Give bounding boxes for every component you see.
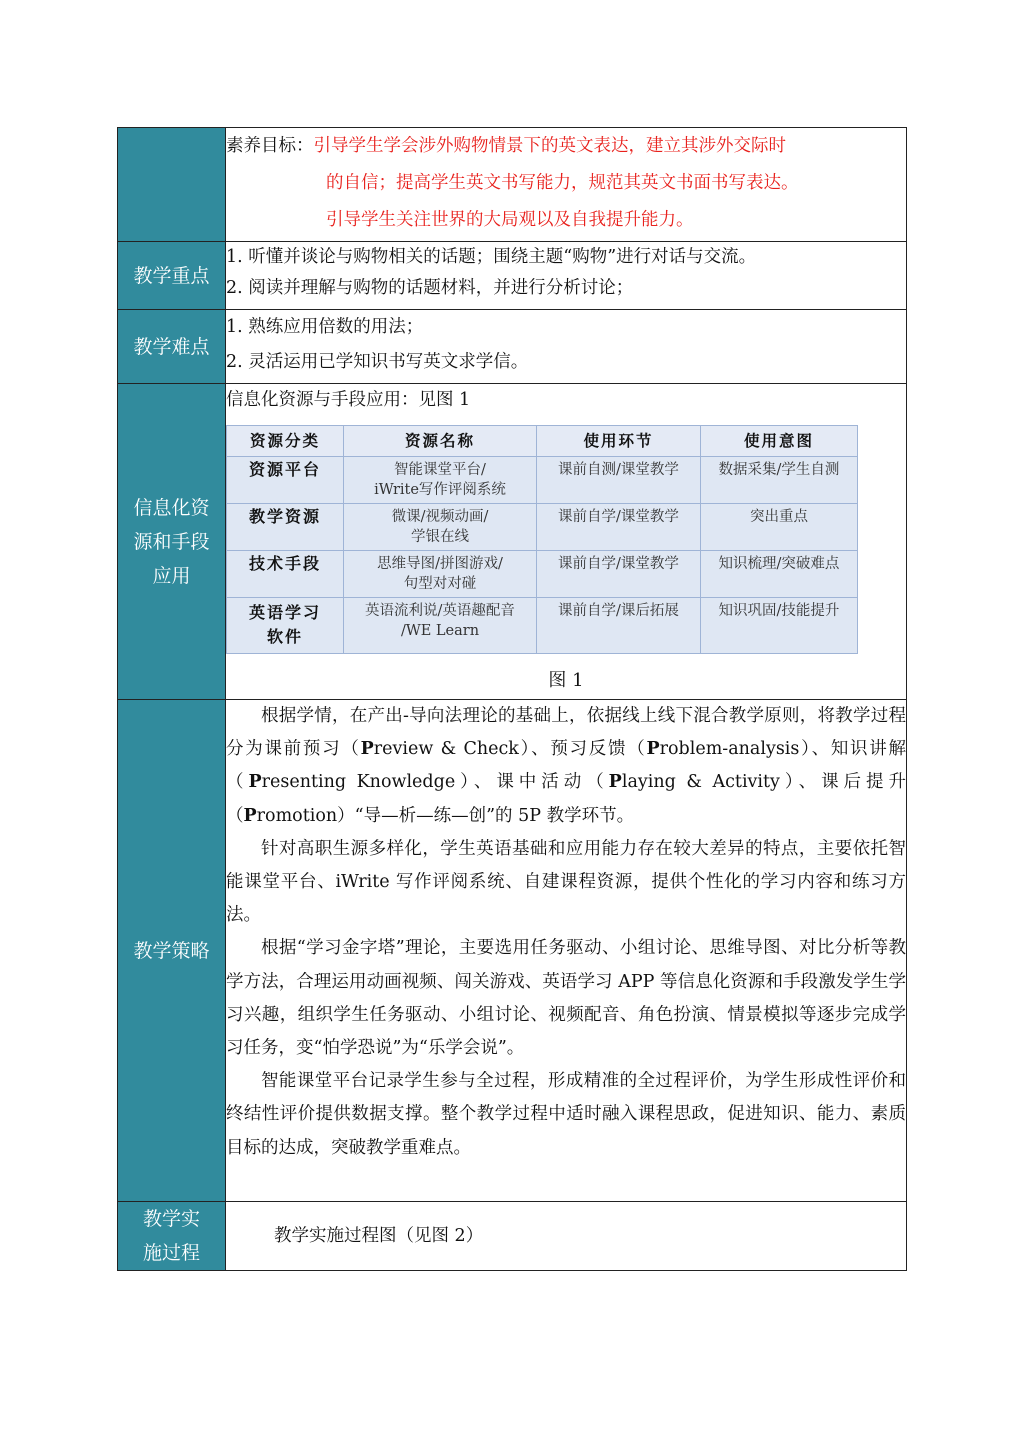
resource-stage: 课前自测/课堂教学 — [537, 457, 701, 504]
strategy-label: 教学策略 — [118, 700, 226, 1202]
resource-category: 资源平台 — [227, 457, 344, 504]
resource-name: 智能课堂平台/ iWrite写作评阅系统 — [344, 457, 537, 504]
resource-table — [226, 425, 858, 654]
resource-row — [227, 504, 858, 551]
difficulty-1: 1. 熟练应用倍数的用法； — [226, 317, 424, 337]
resource-header-row — [227, 426, 858, 457]
strategy-paragraph-1: 根据学情，在产出-导向法理论的基础上，依据线上线下混合教学原则，将教学过程分为课前预习（Preview & Check）、预习反馈（Problem-analysis）、知识讲解（Presenting Knowledge）、课中活动（Playing & Activity）、课后提升（Promotion）“导—析—练—创”的 5P 教学环节。 — [226, 706, 906, 826]
resource-category: 技术手段 — [227, 551, 344, 598]
literacy-label-cell — [118, 128, 226, 242]
resource-row — [227, 551, 858, 598]
literacy-line-3: 引导学生关注世界的大局观以及自我提升能力。 — [326, 210, 694, 230]
implementation-label-line-1: 教学实 — [142, 1208, 200, 1230]
resource-name: 英语流利说/英语趣配音 /WE Learn — [344, 598, 537, 654]
strategy-paragraph-4: 智能课堂平台记录学生参与全过程，形成精准的全过程评价，为学生形成性评价和终结性评价提供数据支撑。整个教学过程中适时融入课程思政，促进知识、能力、素质目标的达成，突破教学重难点。 — [226, 1071, 906, 1158]
row-key-points — [118, 242, 907, 310]
resource-header-purpose: 使用意图 — [701, 426, 858, 457]
resource-stage: 课前自学/课后拓展 — [537, 598, 701, 654]
key-points-label: 教学重点 — [118, 242, 226, 310]
difficulty-2: 2. 灵活运用已学知识书写英文求学信。 — [226, 352, 529, 372]
literacy-content — [226, 128, 907, 242]
implementation-label — [118, 1202, 226, 1271]
strategy-paragraph-3: 根据“学习金字塔”理论，主要选用任务驱动、小组讨论、思维导图、对比分析等教学方法，合理运用动画视频、闯关游戏、英语学习 APP 等信息化资源和手段激发学生学习兴趣，组织学生任务驱动、小组讨论、视频配音、角色扮演、情景模拟等逐步完成学习任务，变“怕学恐说”为“乐学会说”。 — [226, 938, 906, 1059]
resource-purpose: 数据采集/学生自测 — [701, 457, 858, 504]
row-implementation — [118, 1202, 907, 1271]
info-label — [118, 384, 226, 700]
row-literacy-goal — [118, 128, 907, 242]
resource-header-category: 资源分类 — [227, 426, 344, 457]
row-difficulties — [118, 310, 907, 384]
resource-header-name: 资源名称 — [344, 426, 537, 457]
key-points-content — [226, 242, 907, 310]
lesson-plan-table — [117, 127, 907, 1271]
resource-purpose: 突出重点 — [701, 504, 858, 551]
implementation-text: 教学实施过程图（见图 2） — [274, 1225, 484, 1246]
row-info-resources — [118, 384, 907, 700]
resource-name: 思维导图/拼图游戏/ 句型对对碰 — [344, 551, 537, 598]
resource-header-stage: 使用环节 — [537, 426, 701, 457]
resource-stage: 课前自学/课堂教学 — [537, 504, 701, 551]
row-strategy — [118, 700, 907, 1202]
literacy-line-1: 引导学生学会涉外购物情景下的英文表达，建立其涉外交际时 — [313, 136, 786, 156]
figure-1-caption: 图 1 — [548, 670, 584, 691]
difficulties-content — [226, 310, 907, 384]
resource-category: 教学资源 — [227, 504, 344, 551]
info-label-line-2: 源和手段 — [133, 530, 210, 553]
info-label-line-1: 信息化资 — [133, 496, 210, 519]
info-label-line-3: 应用 — [152, 564, 191, 587]
info-content — [226, 384, 907, 700]
literacy-line-2: 的自信；提高学生英文书写能力，规范其英文书面书写表达。 — [326, 173, 799, 193]
key-point-2: 2. 阅读并理解与购物的话题材料，并进行分析讨论； — [226, 278, 634, 298]
implementation-label-line-2: 施过程 — [142, 1242, 200, 1264]
resource-row — [227, 598, 858, 654]
key-point-1: 1. 听懂并谈论与购物相关的话题；围绕主题“购物”进行对话与交流。 — [226, 247, 757, 267]
resource-name: 微课/视频动画/ 学银在线 — [344, 504, 537, 551]
difficulties-label: 教学难点 — [118, 310, 226, 384]
resource-purpose: 知识梳理/突破难点 — [701, 551, 858, 598]
strategy-content — [226, 700, 907, 1202]
resource-row — [227, 457, 858, 504]
resource-category: 英语学习 软件 — [227, 598, 344, 654]
implementation-content — [226, 1202, 907, 1271]
info-intro: 信息化资源与手段应用：见图 1 — [226, 390, 471, 410]
strategy-paragraph-2: 针对高职生源多样化，学生英语基础和应用能力存在较大差异的特点，主要依托智能课堂平台、iWrite 写作评阅系统、自建课程资源，提供个性化的学习内容和练习方法。 — [226, 838, 906, 926]
literacy-prefix: 素养目标： — [226, 136, 314, 156]
resource-stage: 课前自学/课堂教学 — [537, 551, 701, 598]
resource-purpose: 知识巩固/技能提升 — [701, 598, 858, 654]
